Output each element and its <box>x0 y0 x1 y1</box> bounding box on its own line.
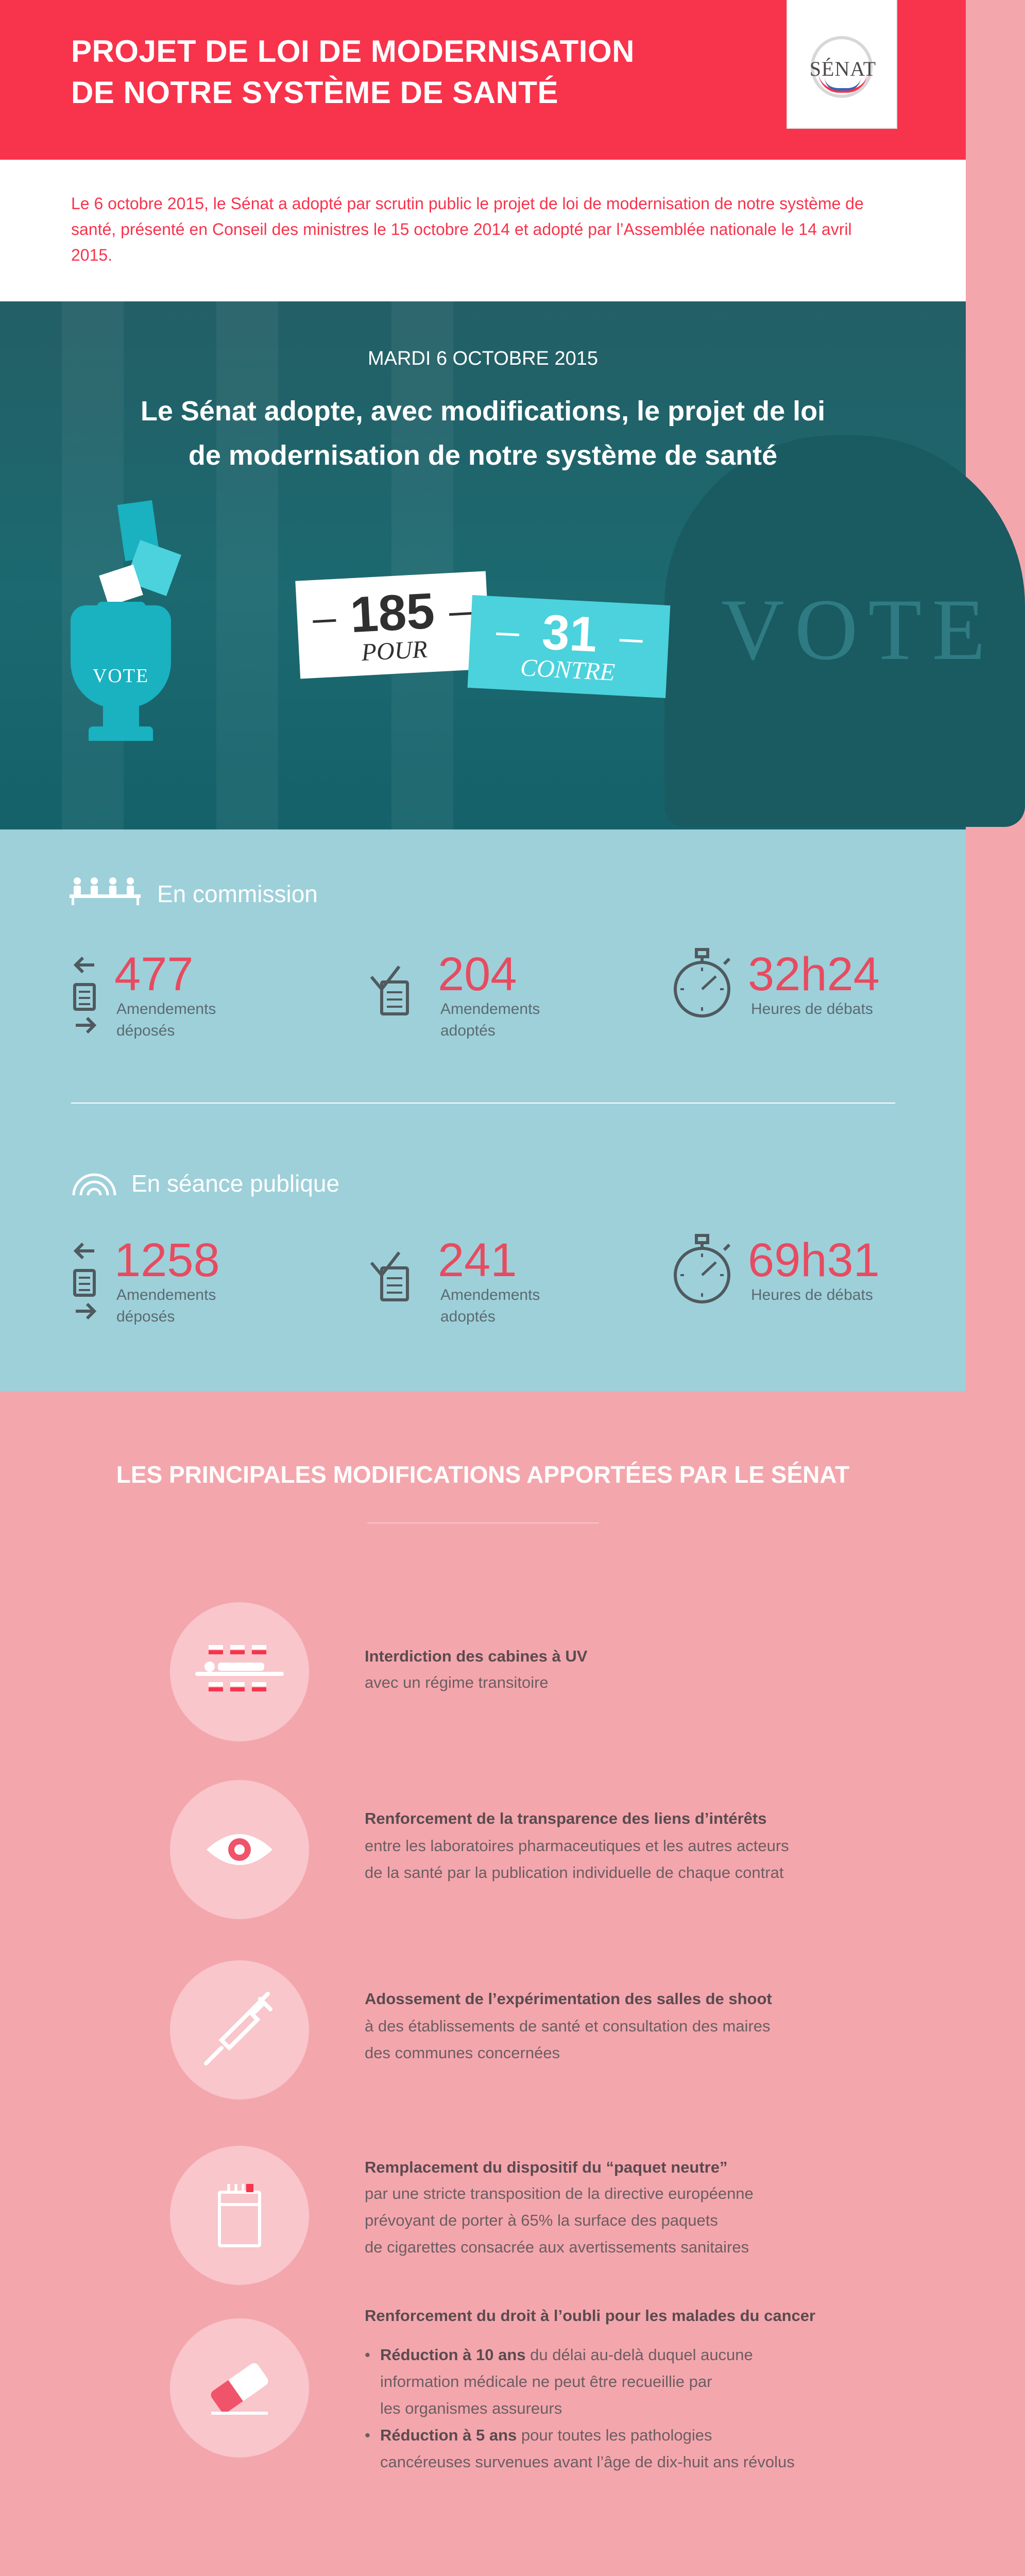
eraser-icon <box>201 2360 278 2416</box>
background-urn-text: VOTE <box>721 581 996 678</box>
modification-icon-circle <box>170 1960 309 2099</box>
tanning-bed-icon <box>193 1641 286 1703</box>
intro-text: Le 6 octobre 2015, le Sénat a adopté par scrutin public le projet de loi de modernisation de notre système de santé, présenté en Conseil des ministres le 15 octobre 2014 et adopté par l’Assemblée nationale le 14 avril 2015. <box>71 194 864 264</box>
modification-title: Renforcement de la transparence des liens d’intérêts <box>365 1809 767 1827</box>
page-title <box>71 31 741 113</box>
modification-icon-circle <box>170 1602 309 1741</box>
amendments-deposited-icon <box>70 951 100 1041</box>
title-line-1: PROJET DE LOI DE MODERNISATION <box>71 34 635 69</box>
contre-label: CONTRE <box>519 654 616 686</box>
headline-line-1: Le Sénat adopte, avec modifications, le projet de loi <box>140 396 826 427</box>
title-line-2: DE NOTRE SYSTÈME DE SANTÉ <box>71 75 558 110</box>
stopwatch-icon <box>669 1231 736 1309</box>
hemicycle-icon <box>70 1168 118 1197</box>
stat-label: Heures de débats <box>751 1001 873 1018</box>
ballot-urn-icon <box>71 605 171 708</box>
modification-text: avec un régime transitoire <box>365 1673 549 1691</box>
modification-text: par une stricte transposition de la directive européenne prévoyant de porter à 65% la surface des paquets de cigarettes consacrée aux avertissements sanitaires <box>365 2184 754 2256</box>
urn-foot <box>89 726 153 741</box>
modifications-title: LES PRINCIPALES MODIFICATIONS APPORTÉES PAR LE SÉNAT <box>116 1461 850 1488</box>
stat-value: 32h24 <box>748 948 880 1001</box>
stat-value: 1258 <box>114 1234 220 1286</box>
stat-value: 204 <box>438 948 517 1001</box>
commission-title: En commission <box>157 880 318 907</box>
stat-value: 69h31 <box>748 1234 880 1286</box>
background-pillar <box>62 301 124 829</box>
urn-label: VOTE <box>92 665 149 687</box>
modification-title: Remplacement du dispositif du “paquet neutre” <box>365 2158 728 2176</box>
pour-label: POUR <box>361 635 428 667</box>
amendments-deposited-icon <box>70 1236 100 1327</box>
modification-title: Renforcement du droit à l’oubli pour les malades du cancer <box>365 2307 816 2325</box>
modification-text: à des établissements de santé et consultation des maires des communes concernées <box>365 2017 771 2062</box>
vote-headline <box>103 389 863 478</box>
eye-icon <box>203 1826 276 1873</box>
modifications-divider <box>367 1522 599 1523</box>
modification-text: entre les laboratoires pharmaceutiques et les autres acteurs de la santé par la publication individuelle de chaque contrat <box>365 1837 789 1882</box>
stat-label: Heures de débats <box>751 1286 873 1303</box>
stopwatch-icon <box>669 945 736 1023</box>
stat-value: 477 <box>114 948 194 1001</box>
headline-line-2: de modernisation de notre système de santé <box>188 440 778 471</box>
background-pillar <box>216 301 278 829</box>
modification-icon-circle <box>170 2146 309 2285</box>
syringe-icon <box>201 1991 278 2069</box>
stat-value: 241 <box>438 1234 517 1286</box>
modification-title: Interdiction des cabines à UV <box>365 1647 588 1665</box>
list-item: • Réduction à 5 ans pour toutes les pathologies cancéreuses survenues avant l’âge de dix-huit ans révolus <box>365 2422 900 2476</box>
amendments-adopted-icon <box>368 1249 415 1306</box>
commission-icon <box>70 875 142 906</box>
pour-value: 185 <box>349 582 436 643</box>
stat-label: Amendements déposés <box>116 1001 216 1039</box>
intro-section <box>0 160 966 301</box>
vote-date: MARDI 6 OCTOBRE 2015 <box>367 348 598 369</box>
contre-card <box>468 595 671 698</box>
modification-icon-circle <box>170 1780 309 1919</box>
stat-label: Amendements déposés <box>116 1286 216 1325</box>
modification-bullets <box>365 2342 900 2476</box>
modification-title: Adossement de l’expérimentation des salles de shoot <box>365 1990 772 2008</box>
urn-neck <box>103 706 139 729</box>
list-item: • Réduction à 10 ans du délai au-delà duquel aucune information médicale ne peut être recueillie par les organismes assureurs <box>365 2342 900 2422</box>
background-pillar <box>391 301 453 829</box>
modification-icon-circle <box>170 2318 309 2458</box>
amendments-adopted-icon <box>368 963 415 1020</box>
logo-text: SÉNAT <box>809 57 877 80</box>
contre-value: 31 <box>540 604 599 663</box>
pour-card <box>295 571 490 679</box>
stat-label: Amendements adoptés <box>440 1001 540 1039</box>
seance-title: En séance publique <box>131 1170 340 1197</box>
stat-label: Amendements adoptés <box>440 1286 540 1325</box>
cigarette-pack-icon <box>216 2182 263 2249</box>
senat-logo[interactable] <box>787 0 897 129</box>
stats-divider <box>71 1103 895 1104</box>
